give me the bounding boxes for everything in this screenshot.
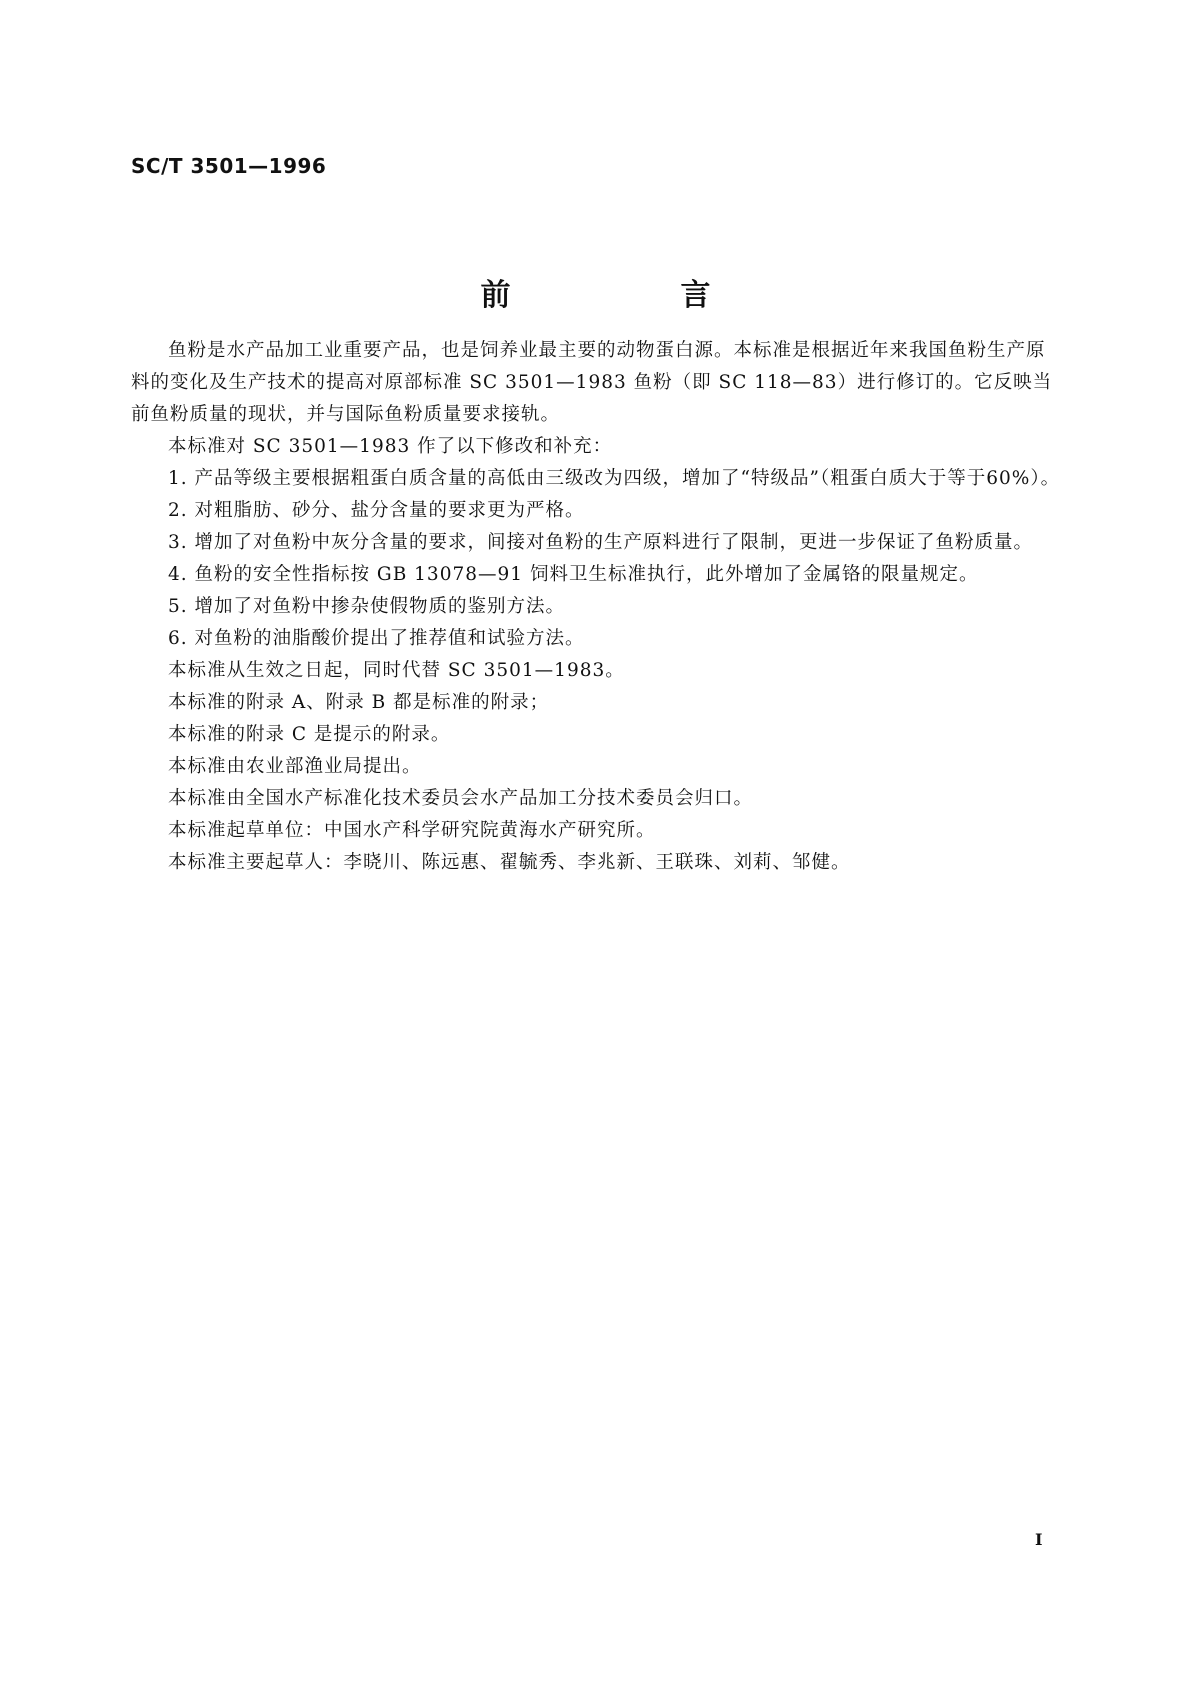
standard-code: SC/T 3501—1996: [131, 154, 327, 178]
paragraph-proposer: 本标准由农业部渔业局提出。: [168, 756, 422, 777]
paragraph-centralized: 本标准由全国水产标准化技术委员会水产品加工分技术委员会归口。: [168, 788, 754, 809]
page-title: 前 言: [480, 278, 781, 313]
paragraph-appendix-c: 本标准的附录 C 是提示的附录。: [168, 724, 451, 745]
page-number: I: [1035, 1530, 1043, 1549]
foreword-body: [131, 335, 1062, 879]
list-item-change-6: 6. 对鱼粉的油脂酸价提出了推荐值和试验方法。: [168, 628, 585, 649]
paragraph-changes-heading: 本标准对 SC 3501—1983 作了以下修改和补充：: [168, 436, 613, 457]
list-item-change-1: 1. 产品等级主要根据粗蛋白质含量的高低由三级改为四级，增加了“特级品”（粗蛋白质大于等于60%）。: [168, 468, 1061, 489]
paragraph-effective: 本标准从生效之日起，同时代替 SC 3501—1983。: [168, 660, 625, 681]
paragraph-appendix-ab: 本标准的附录 A、附录 B 都是标准的附录；: [168, 692, 550, 713]
list-item-change-3: 3. 增加了对鱼粉中灰分含量的要求，间接对鱼粉的生产原料进行了限制，更进一步保证了鱼粉质量。: [168, 532, 1034, 553]
list-item-change-4: 4. 鱼粉的安全性指标按 GB 13078—91 饲料卫生标准执行，此外增加了金属铬的限量规定。: [168, 564, 979, 585]
paragraph-drafters: 本标准主要起草人：李晓川、陈远惠、翟毓秀、李兆新、王联珠、刘莉、邹健。: [168, 852, 851, 873]
list-item-change-2: 2. 对粗脂肪、砂分、盐分含量的要求更为严格。: [168, 500, 585, 521]
paragraph-drafting-unit: 本标准起草单位：中国水产科学研究院黄海水产研究所。: [168, 820, 656, 841]
paragraph-intro: 鱼粉是水产品加工业重要产品，也是饲养业最主要的动物蛋白源。本标准是根据近年来我国鱼粉生产原料的变化及生产技术的提高对原部标准 SC 3501—1983 鱼粉（即 SC 118—83）进行修订的。它反映当前鱼粉质量的现状，并与国际鱼粉质量要求接轨。: [131, 340, 1053, 425]
list-item-change-5: 5. 增加了对鱼粉中掺杂使假物质的鉴别方法。: [168, 596, 566, 617]
